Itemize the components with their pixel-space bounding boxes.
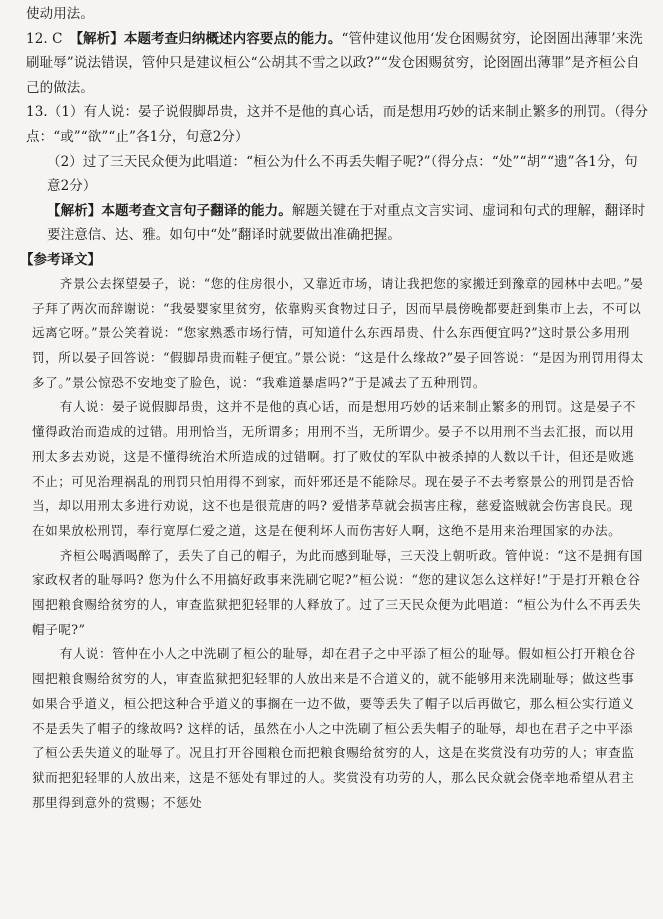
answer-13-part-1: 13.（1）有人说：晏子说假脚昂贵，这并不是他的真心话，而是想用巧妙的话来制止繁多的刑罚。（得分点：“或”“欲”“止”各1分，句意2分） — [26, 104, 649, 145]
translation-heading: 【参考译文】 — [20, 251, 101, 268]
answer-13 — [26, 100, 649, 248]
analysis-tag: 【解析】本题考查归纳概述内容要点的能力。 — [76, 30, 342, 47]
answer-12-text — [26, 27, 649, 101]
answer-13-part-2: （2）过了三天民众便为此唱道：“桓公为什么不再丢失帽子呢?”（得分点：“处”“胡”“遗”各1分，句意2分） — [47, 153, 638, 195]
translation-paragraph: 齐桓公喝酒喝醉了，丢失了自己的帽子，为此而感到耻辱，三天没上朝听政。管仲说：“这不是拥有国家政权者的耻辱吗? 您为什么不用搞好政事来洗刷它呢?”桓公说：“您的建议怎么这样好!”于是打开粮仓谷囤把粮食赐给贫穷的人，审查监狱把犯轻罪的人释放了。过了三天民众便为此唱道：“桓公为什么不再丢失帽子呢?” — [32, 547, 643, 637]
answer-12-prefix: 12. C — [26, 30, 77, 47]
translation-paragraph: 有人说：晏子说假脚昂贵，这并不是他的真心话，而是想用巧妙的话来制止繁多的刑罚。这是晏子不懂得政治而造成的过错。用刑恰当，无所谓多；用刑不当，无所谓少。晏子不以用刑不当去汇报，而以用刑太多去劝说，这是不懂得统治术所造成的过错啊。打了败仗的军队中被杀掉的人数以千计，但还是败逃不止；可见治理祸乱的刑罚只怕用得不到家，而奸邪还是不能除尽。现在晏子不去考察景公的刑罚是否恰当，却以用刑太多进行劝说，这不也是很荒唐的吗? 爱惜茅草就会损害庄稼，慈爱盗贼就会伤害良民。现在如果放松刑罚，奉行宽厚仁爱之道，这是在便利坏人而伤害好人啊，这绝不是用来治理国家的办法。 — [32, 399, 636, 538]
answer-13-analysis — [26, 199, 649, 248]
translation-body — [26, 272, 649, 815]
analysis-tag: 【解析】本题考查文言句子翻译的能力。 — [47, 202, 292, 219]
answer-12-body: “管仲建议他用‘发仓困赐贫穷，论囹圄出薄罪’来洗刷耻辱”说法错误，管仲只是建议桓公“公胡其不雪之以政?”“发仓困赐贫穷，论囹圄出薄罪”是齐桓公自己的做法。 — [26, 30, 643, 96]
continuation-line: 使动用法。 — [26, 6, 94, 22]
translation-paragraph: 有人说：管仲在小人之中洗刷了桓公的耻辱，却在君子之中平添了桓公的耻辱。假如桓公打开粮仓谷囤把粮食赐给贫穷的人，审查监狱把犯轻罪的人放出来是不合道义的，就不能够用来洗刷耻辱；做这些事如果合乎道义，桓公把这种合乎道义的事搁在一边不做，要等丢失了帽子以后再做它，那么桓公实行道义不是丢失了帽子的缘故吗? 这样的话，虽然在小人之中洗刷了桓公丢失帽子的耻辱，却也在君子之中平添了桓公丢失道义的耻辱了。况且打开谷囤粮仓而把粮食赐给贫穷的人，这是在奖赏没有功劳的人；审查监狱而把犯轻罪的人放出来，这是不惩处有罪过的人。奖赏没有功劳的人，那么民众就会侥幸地希望从君主那里得到意外的赏赐；不惩处 — [32, 646, 636, 810]
answer-13-analysis-body: 解题关键在于对重点文言实词、虚词和句式的理解，翻译时要注意信、达、雅。如句中“处”翻译时就要做出准确把握。 — [47, 202, 646, 244]
answer-12 — [26, 27, 649, 101]
translation-paragraph: 齐景公去探望晏子，说：“您的住房很小，又靠近市场，请让我把您的家搬迁到豫章的园林中去吧。”晏子拜了两次而辞谢说：“我晏婴家里贫穷，依靠购买食物过日子，因而早晨傍晚都要赶到集市上去，不可以远离它呀。”景公笑着说：“您家熟悉市场行情，可知道什么东西昂贵、什么东西便宜吗?”这时景公多用刑罚，所以晏子回答说：“假脚昂贵而鞋子便宜。”景公说：“这是什么缘故?”晏子回答说：“是因为刑罚用得太多了。”景公惊恐不安地变了脸色，说：“我难道暴虐吗?”于是减去了五种刑罚。 — [32, 275, 644, 390]
